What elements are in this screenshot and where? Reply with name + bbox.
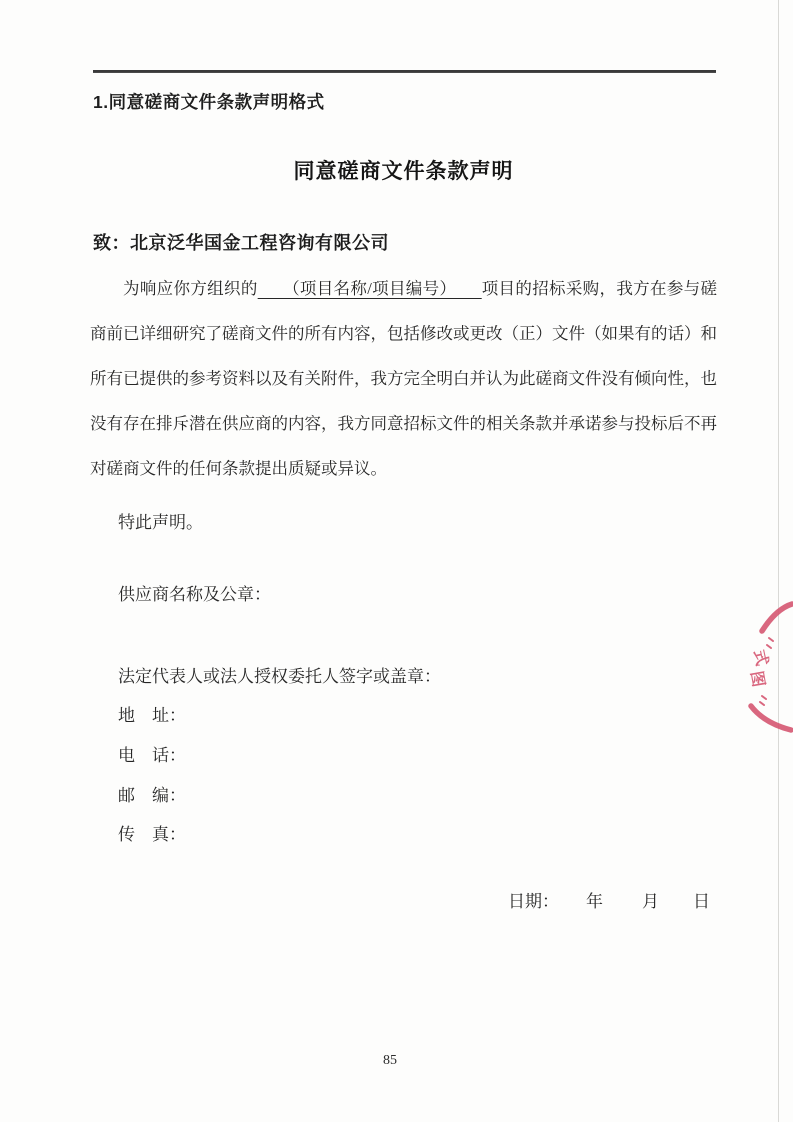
postcode-label: 邮 编： <box>118 786 186 805</box>
header-double-rule <box>93 70 716 73</box>
date-year-label: 年 <box>586 892 603 911</box>
paragraph-lead: 为响应你方组织的 <box>123 279 258 298</box>
address-label: 地 址： <box>118 706 186 725</box>
red-seal-fragment-icon <box>740 596 793 741</box>
project-name-blank: （项目名称/项目编号） <box>257 279 482 298</box>
supplier-seal-label: 供应商名称及公章： <box>118 585 271 604</box>
phone-label: 电 话： <box>118 746 186 765</box>
declaration-line: 特此声明。 <box>118 513 203 532</box>
body-paragraph <box>90 266 717 491</box>
date-month-label: 月 <box>642 892 659 911</box>
section-heading: 1.同意磋商文件条款声明格式 <box>93 92 325 112</box>
representative-signature-label: 法定代表人或法人授权委托人签字或盖章： <box>118 667 441 686</box>
salutation-line: 致：北京泛华国金工程咨询有限公司 <box>93 233 389 253</box>
scan-edge-line <box>778 0 779 1122</box>
seal-char-top: 式 <box>750 648 771 668</box>
seal-char-bottom: 图 <box>747 669 767 689</box>
date-day-label: 日 <box>693 892 710 911</box>
page-number: 85 <box>383 1053 397 1068</box>
date-label: 日期： <box>508 892 559 911</box>
page-title: 同意磋商文件条款声明 <box>293 160 514 183</box>
date-line <box>508 887 710 912</box>
paragraph-tail: 项目的招标采购，我方在参与磋商前已详细研究了磋商文件的所有内容，包括修改或更改（正）文件（如果有的话）和所有已提供的参考资料以及有关附件，我方完全明白并认为此磋商文件没有倾向性，也没有存在排斥潜在供应商的内容，我方同意招标文件的相关条款并承诺参与投标后不再对磋商文件的任何条款提出质疑或异议。 <box>90 279 718 478</box>
fax-label: 传 真： <box>118 825 186 844</box>
